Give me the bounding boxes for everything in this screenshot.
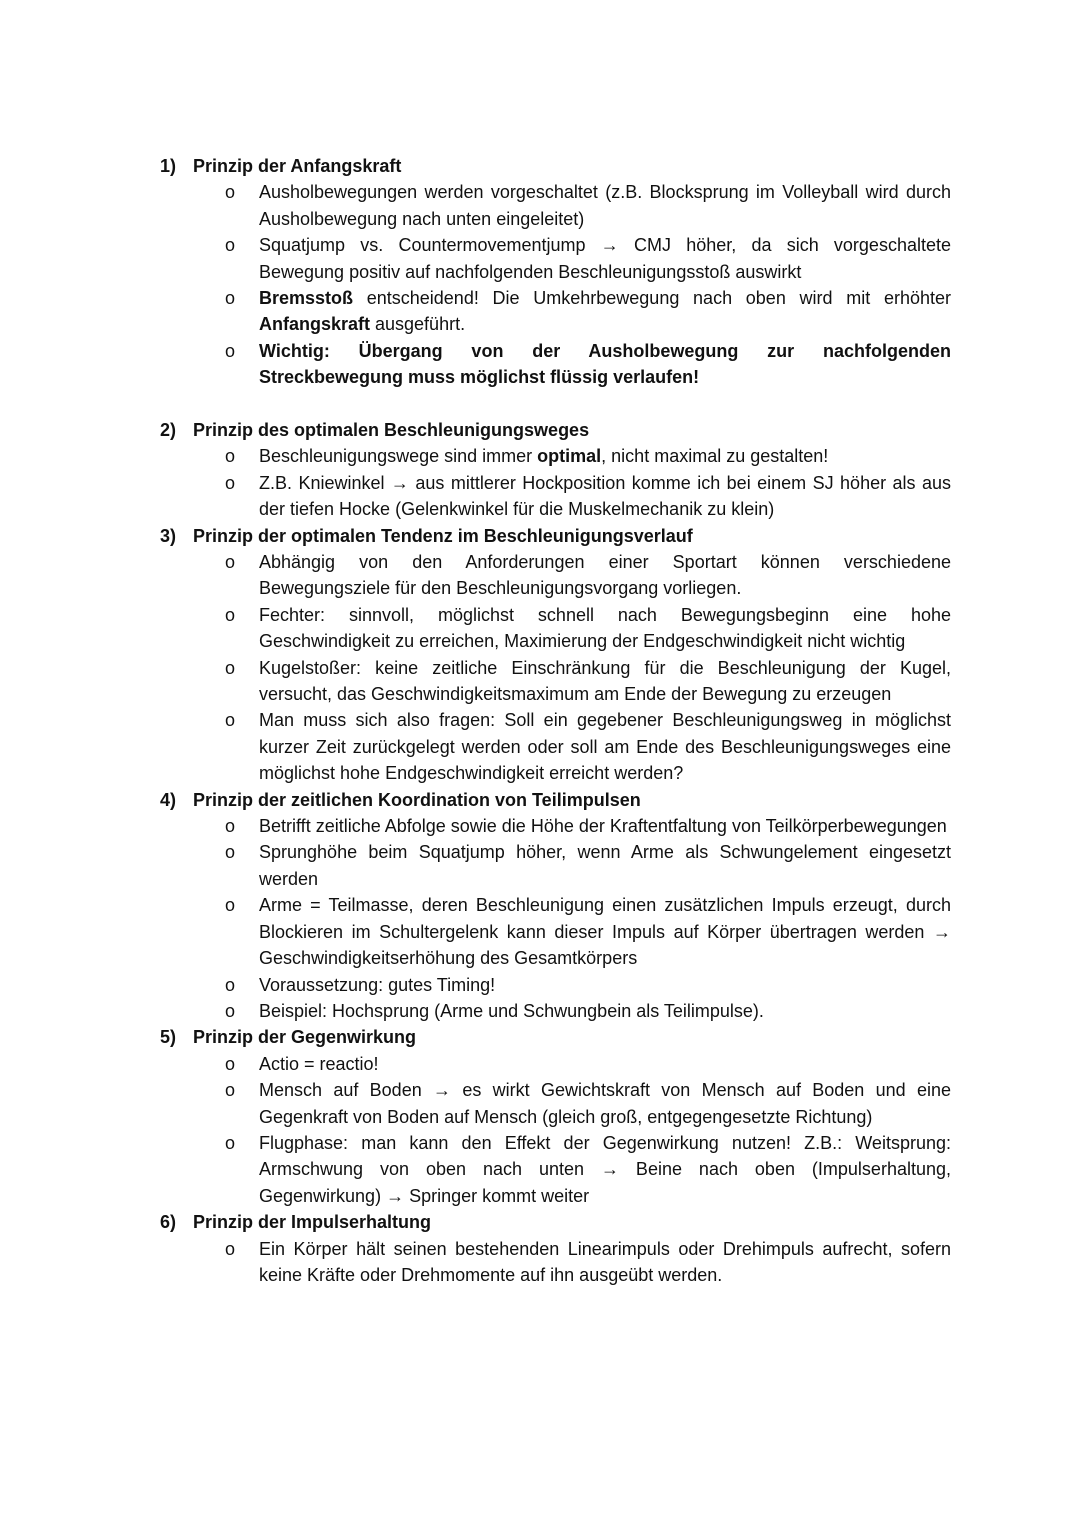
section-4: [0, 787, 1080, 1025]
item-text: Ausholbewegungen werden vorgeschaltet (z.B. Blocksprung im Volleyball wird durch Ausholbewegung nach unten eingeleitet): [259, 182, 951, 229]
item-text: Beispiel: Hochsprung (Arme und Schwungbein als Teilimpulse).: [259, 1000, 764, 1021]
list-item: [0, 972, 951, 998]
bullet-icon: o: [225, 710, 236, 731]
section-title: Prinzip der Impulserhaltung: [193, 1212, 432, 1233]
section-number: 5): [160, 1027, 177, 1048]
section-heading: [0, 1024, 1080, 1050]
list-item: [0, 892, 951, 971]
section-1: [0, 153, 1080, 391]
list-item: [0, 232, 951, 285]
document-page: [0, 153, 1080, 1288]
item-text: ausgeführt.: [370, 314, 466, 335]
bold-text: optimal: [537, 446, 602, 467]
item-text: Ein Körper hält seinen bestehenden Linearimpuls oder Drehimpuls aufrecht, sofern keine Kräfte oder Drehmomente auf ihn ausgeübt werden.: [259, 1238, 951, 1285]
bullet-icon: o: [225, 235, 236, 256]
bullet-icon: o: [225, 472, 236, 493]
item-text: Abhängig von den Anforderungen einer Sportart können verschiedene Bewegungsziele für den Beschleunigungsvorgang vorliegen.: [259, 552, 951, 599]
item-text: Arme = Teilmasse, deren Beschleunigung einen zusätzlichen Impuls erzeugt, durch Blockieren im Schultergelenk kann dieser Impuls auf Körper übertragen werden → Geschwindigkeitserhöhung des Gesamtkörpers: [259, 895, 951, 969]
section-heading: [0, 1209, 1080, 1235]
list-item: [0, 470, 951, 523]
section-title: Prinzip der Anfangskraft: [193, 156, 402, 176]
bullet-icon: o: [225, 604, 236, 625]
section-number: 4): [160, 789, 177, 810]
bullet-icon: o: [225, 1238, 236, 1259]
list-item: [0, 338, 951, 391]
item-text: , nicht maximal zu gestalten!: [601, 446, 829, 467]
section-5: [0, 1024, 1080, 1209]
item-text: Flugphase: man kann den Effekt der Gegenwirkung nutzen! Z.B.: Weitsprung: Armschwung von oben nach unten → Beine nach oben (Impulserhaltung, Gegenwirkung) → Springer kommt weiter: [259, 1132, 951, 1206]
list-item: [0, 998, 951, 1024]
item-text: Fechter: sinnvoll, möglichst schnell nach Bewegungsbeginn eine hohe Geschwindigkeit zu erreichen, Maximierung der Endgeschwindigkeit nicht wichtig: [259, 604, 951, 652]
section-heading: [0, 153, 1080, 179]
item-text: Voraussetzung: gutes Timing!: [259, 974, 496, 995]
bold-text: Bremsstoß: [259, 288, 354, 309]
list-item: [0, 549, 951, 602]
list-item: [0, 839, 951, 892]
list-item: [0, 1051, 951, 1077]
section-title: Prinzip der Gegenwirkung: [193, 1027, 417, 1048]
bullet-icon: o: [225, 816, 236, 837]
item-text: Squatjump vs. Countermovementjump → CMJ höher, da sich vorgeschaltete Bewegung positiv auf nachfolgenden Beschleunigungsstoß auswirkt: [259, 235, 951, 282]
bullet-icon: o: [225, 657, 236, 678]
section-title: Prinzip des optimalen Beschleunigungsweges: [193, 420, 590, 441]
bullet-icon: o: [225, 340, 236, 361]
bullet-icon: o: [225, 1132, 236, 1153]
bullet-icon: o: [225, 974, 236, 995]
bullet-icon: o: [225, 895, 236, 916]
item-text: Mensch auf Boden → es wirkt Gewichtskraft von Mensch auf Boden und eine Gegenkraft von Boden auf Mensch (gleich groß, entgegengesetzte Richtung): [259, 1080, 951, 1127]
list-item: [0, 602, 951, 655]
section-3: [0, 523, 1080, 787]
bullet-icon: o: [225, 182, 236, 203]
item-text: Man muss sich also fragen: Soll ein gegebener Beschleunigungsweg in möglichst kurzer Zeit zurückgelegt werden oder soll am Ende des Beschleunigungsweges eine möglichst hohe Endgeschwindigkeit erreicht werden?: [259, 710, 951, 784]
section-number: 2): [160, 420, 177, 441]
section-heading: [0, 523, 1080, 549]
list-item: [0, 179, 951, 232]
bullet-icon: o: [225, 1080, 236, 1101]
item-text: Z.B. Kniewinkel → aus mittlerer Hockposition komme ich bei einem SJ höher als aus der tiefen Hocke (Gelenkwinkel für die Muskelmechanik zu klein): [259, 472, 951, 520]
bullet-icon: o: [225, 842, 236, 863]
item-text: entscheidend! Die Umkehrbewegung nach oben wird mit erhöhter: [353, 288, 951, 309]
section-gap: [0, 391, 1080, 417]
list-item: [0, 285, 951, 338]
list-item: [0, 1077, 951, 1130]
section-heading: [0, 417, 1080, 443]
bullet-icon: o: [225, 446, 236, 467]
bullet-icon: o: [225, 552, 236, 573]
section-heading: [0, 787, 1080, 813]
section-2: [0, 417, 1080, 523]
section-number: 6): [160, 1212, 177, 1233]
item-text: Kugelstoßer: keine zeitliche Einschränkung für die Beschleunigung der Kugel, versucht, das Geschwindigkeitsmaximum am Ende der Bewegung zu erzeugen: [259, 657, 951, 705]
item-text: Actio = reactio!: [259, 1053, 379, 1074]
section-number: 1): [160, 156, 177, 176]
bold-text: Anfangskraft: [259, 314, 371, 335]
bold-text: Wichtig: Übergang von der Ausholbewegung zur nachfolgenden Streckbewegung muss möglichst flüssig verlaufen!: [259, 340, 951, 388]
bullet-icon: o: [225, 288, 236, 309]
list-item: [0, 707, 951, 786]
list-item: [0, 443, 951, 469]
list-item: [0, 655, 951, 708]
item-text: Sprunghöhe beim Squatjump höher, wenn Arme als Schwungelement eingesetzt werden: [259, 842, 951, 889]
item-text: Betrifft zeitliche Abfolge sowie die Höhe der Kraftentfaltung von Teilkörperbewegungen: [259, 816, 947, 837]
list-item: [0, 813, 951, 839]
list-item: [0, 1236, 951, 1289]
section-6: [0, 1209, 1080, 1288]
section-number: 3): [160, 525, 177, 546]
section-title: Prinzip der optimalen Tendenz im Beschleunigungsverlauf: [193, 525, 693, 546]
bullet-icon: o: [225, 1000, 236, 1021]
list-item: [0, 1130, 951, 1209]
item-text: Beschleunigungswege sind immer: [259, 446, 538, 467]
bullet-icon: o: [225, 1053, 236, 1074]
section-title: Prinzip der zeitlichen Koordination von Teilimpulsen: [193, 789, 641, 810]
